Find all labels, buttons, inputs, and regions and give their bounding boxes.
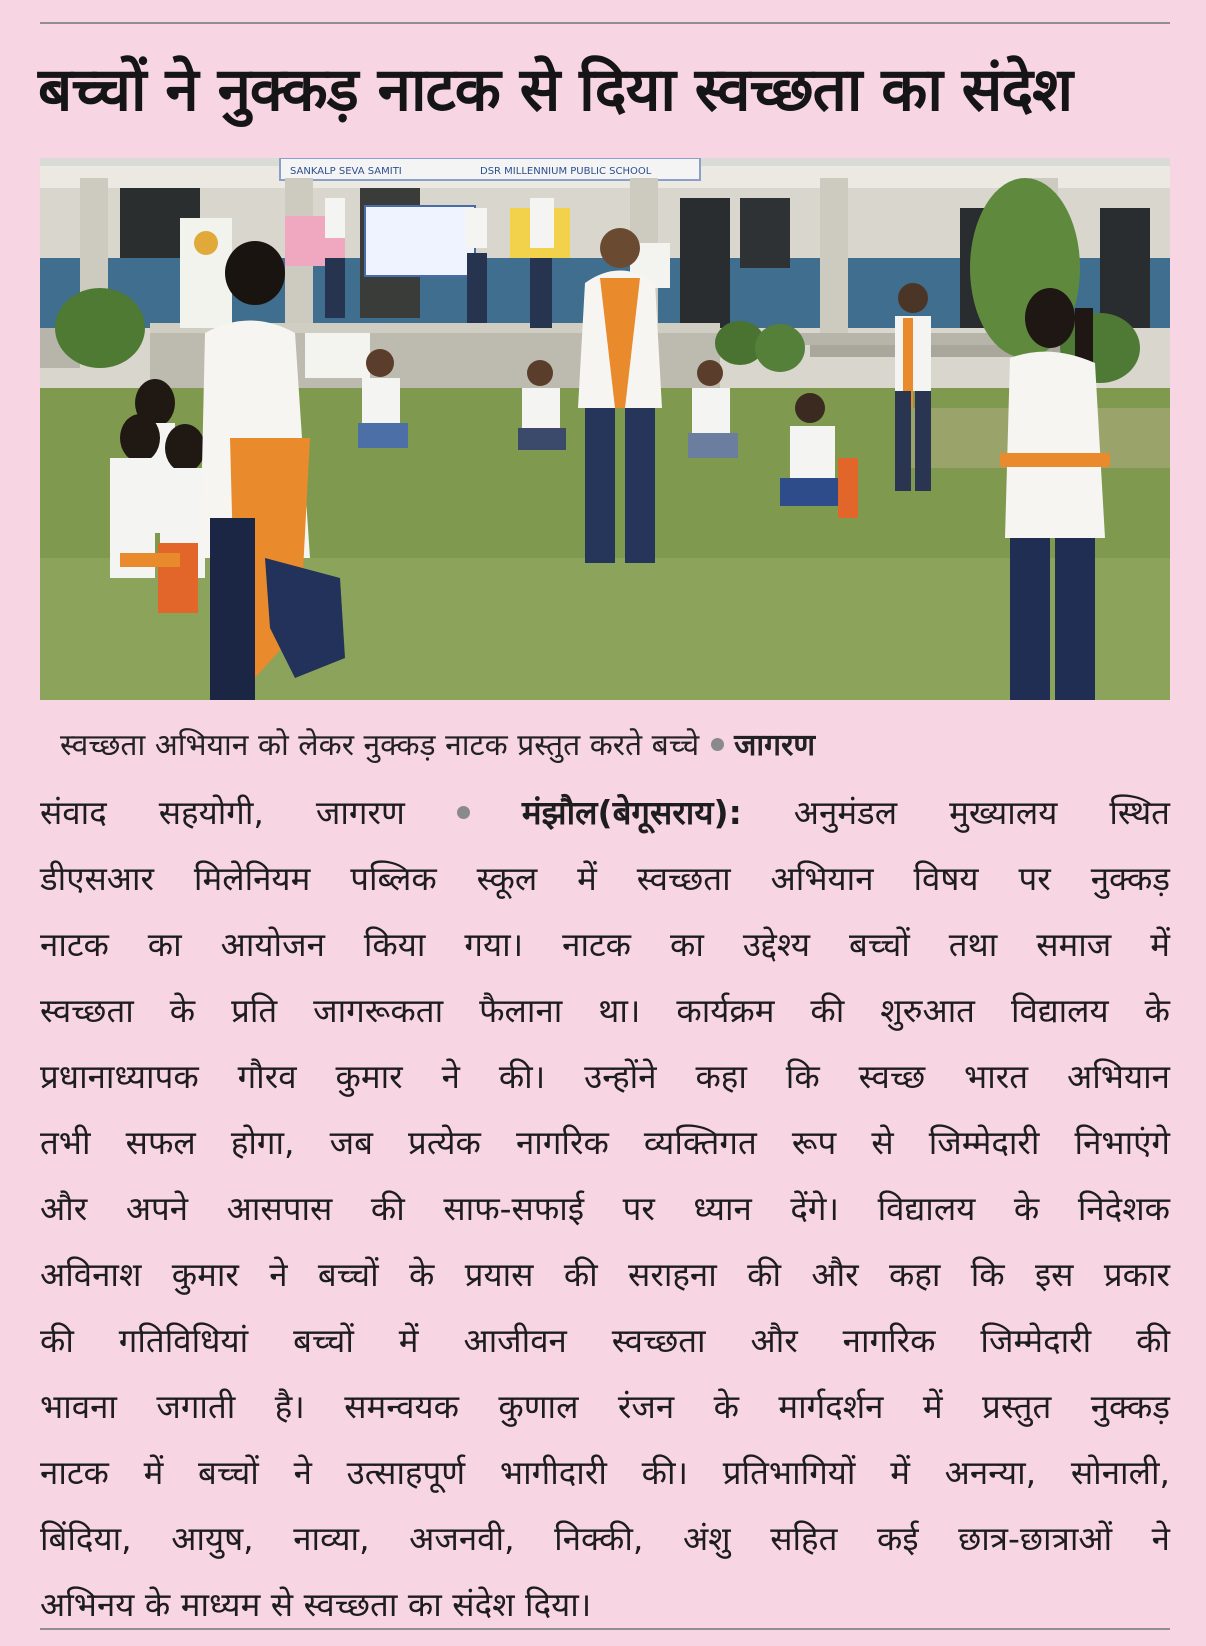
news-photo: [40, 158, 1170, 700]
article-line: और अपने आसपास की साफ-सफाई पर ध्यान देंगे। विद्यालय के निदेशक: [40, 1189, 1170, 1228]
headline: बच्चों ने नुक्कड़ नाटक से दिया स्वच्छता का संदेश: [38, 55, 1072, 125]
caption-credit: जागरण: [734, 728, 816, 763]
banner-text-left: SANKALP SEVA SAMITI: [290, 166, 402, 177]
article-line: की गतिविधियां बच्चों में आजीवन स्वच्छता और नागरिक जिम्मेदारी की: [40, 1321, 1170, 1360]
bush-left: [55, 288, 145, 368]
article-line: भावना जगाती है। समन्वयक कुणाल रंजन के मार्गदर्शन में प्रस्तुत नुक्कड़: [40, 1387, 1170, 1426]
caption-bullet: [711, 738, 724, 751]
dateline-place: मंझौल(बेगूसराय):: [521, 793, 742, 832]
article-line-last: अभिनय के माध्यम से स्वच्छता का संदेश दिया।: [40, 1585, 592, 1624]
byline-bullet: [457, 806, 470, 819]
article-line-1: [40, 780, 1170, 846]
article-line: डीएसआर मिलेनियम पब्लिक स्कूल में स्वच्छता अभियान विषय पर नुक्कड़: [40, 859, 1170, 898]
article-line: बिंदिया, आयुष, नाव्या, अजनवी, निक्की, अंशु सहित कई छात्र-छात्राओं ने: [40, 1519, 1170, 1558]
article-line: तभी सफल होगा, जब प्रत्येक नागरिक व्यक्तिगत रूप से जिम्मेदारी निभाएंगे: [40, 1123, 1170, 1162]
caption-text: स्वच्छता अभियान को लेकर नुक्कड़ नाटक प्रस्तुत करते बच्चे: [60, 728, 700, 763]
article-line: प्रधानाध्यापक गौरव कुमार ने की। उन्होंने कहा कि स्वच्छ भारत अभियान: [40, 1057, 1170, 1096]
placard-banner: [365, 206, 475, 276]
top-rule: [40, 22, 1170, 24]
photo-caption: [60, 724, 815, 768]
banner-text-right: DSR MILLENNIUM PUBLIC SCHOOL: [480, 166, 652, 177]
byline: संवाद सहयोगी, जागरण: [40, 793, 405, 832]
article-line: नाटक का आयोजन किया गया। नाटक का उद्देश्य बच्चों तथा समाज में: [40, 925, 1170, 964]
article-body: [40, 780, 1170, 1638]
article-line: नाटक में बच्चों ने उत्साहपूर्ण भागीदारी की। प्रतिभागियों में अनन्या, सोनाली,: [40, 1453, 1170, 1492]
article-line-1-rest: अनुमंडल मुख्यालय स्थित: [793, 793, 1170, 832]
bottom-rule: [40, 1628, 1170, 1630]
article-line: अविनाश कुमार ने बच्चों के प्रयास की सराहना की और कहा कि इस प्रकार: [40, 1255, 1170, 1294]
article-line: स्वच्छता के प्रति जागरूकता फैलाना था। कार्यक्रम की शुरुआत विद्यालय के: [40, 991, 1170, 1030]
